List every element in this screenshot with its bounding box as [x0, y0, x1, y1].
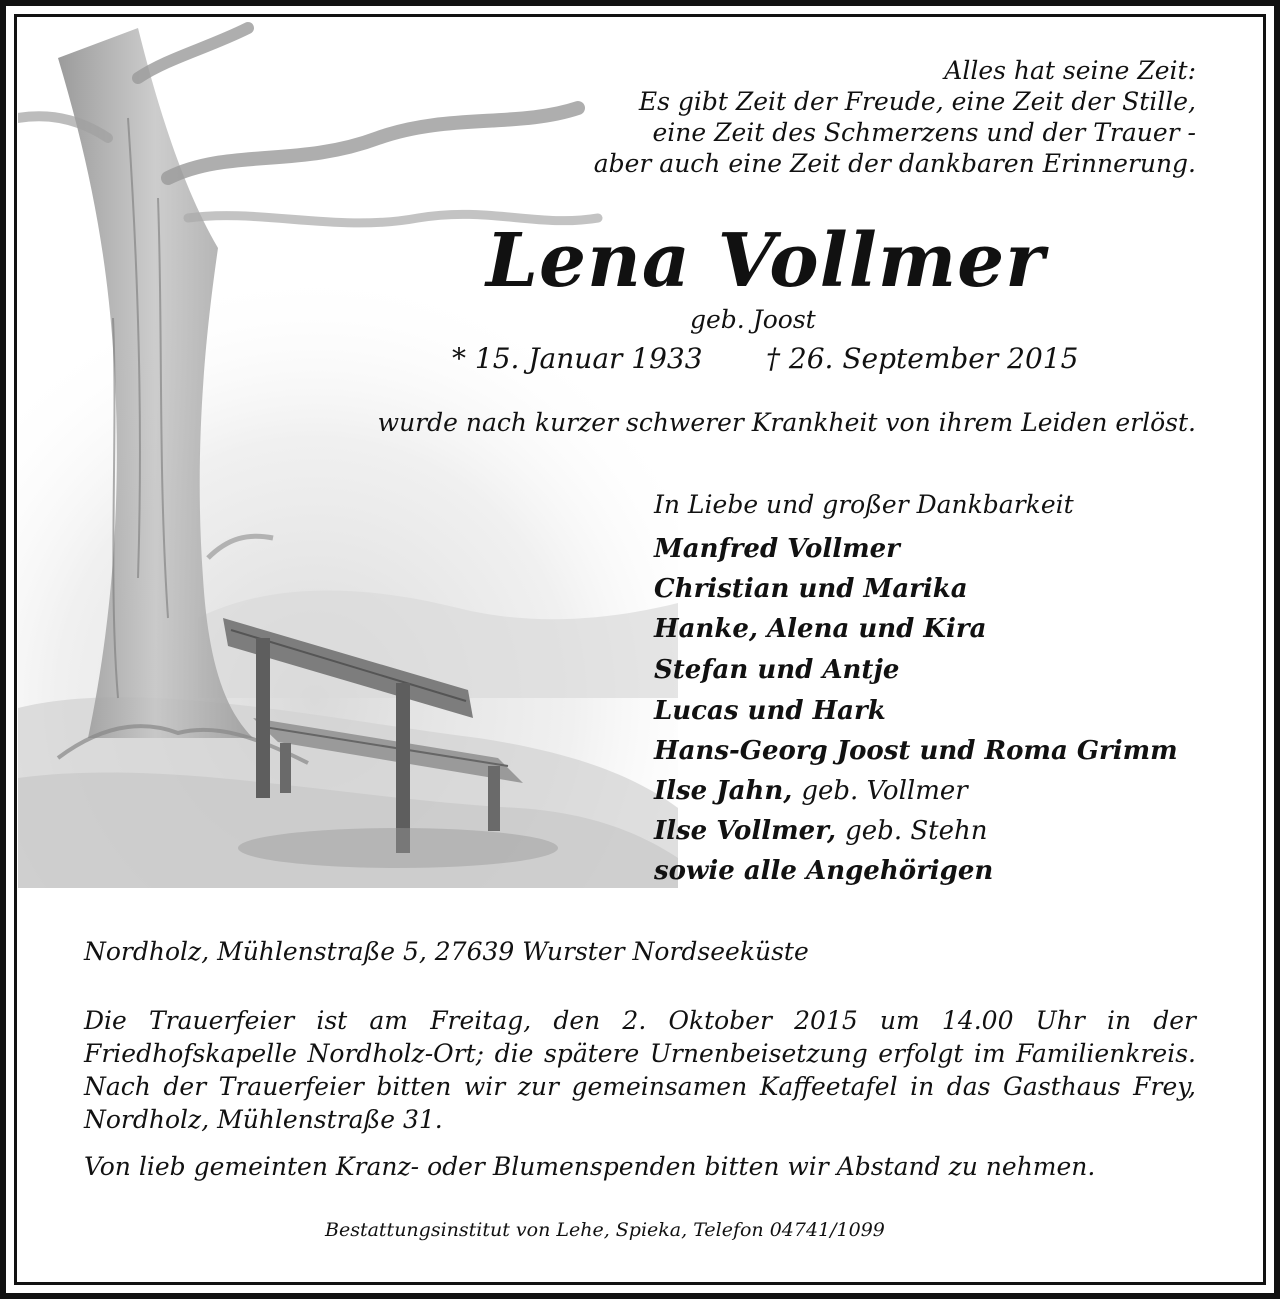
mourner-entry: [654, 776, 968, 806]
quote-line: Es gibt Zeit der Freude, eine Zeit der Stille,: [638, 87, 1196, 116]
mourner-name: Lucas und Hark: [654, 696, 886, 726]
ceremony-text: Die Trauerfeier ist am Freitag, den 2. Oktober 2015 um 14.00 Uhr in der Friedhofskapelle Nordholz-Ort; die spätere Urnenbeisetzung erfolgt im Familienkreis. Nach der Trauerfeier bitten wir zur gemeinsamen Kaffeetafel in das Gasthaus Frey, Nordholz, Mühlenstraße 31.: [84, 1006, 1196, 1134]
mourner-birth-name: geb. Stehn: [845, 816, 988, 846]
undertaker-info: Bestattungsinstitut von Lehe, Spieka, Telefon 04741/1099: [325, 1219, 885, 1241]
mourner-name: Hanke, Alena und Kira: [654, 614, 987, 644]
mourner-birth-name: geb. Vollmer: [801, 776, 968, 806]
quote-line: aber auch eine Zeit der dankbaren Erinnerung.: [593, 149, 1196, 178]
address: Nordholz, Mühlenstraße 5, 27639 Wurster Nordseeküste: [84, 937, 809, 966]
mourner-name: Christian und Marika: [654, 574, 968, 604]
death-date: † 26. September 2015: [766, 342, 1079, 375]
mourner-name: Stefan und Antje: [654, 655, 900, 685]
mourner-name: Manfred Vollmer: [654, 534, 900, 564]
mourner-entry: [654, 816, 987, 846]
quote-line: Alles hat seine Zeit:: [944, 56, 1196, 85]
mourners-closing: sowie alle Angehörigen: [654, 856, 994, 886]
tree-bench-illustration: [18, 18, 678, 888]
announcement-text: wurde nach kurzer schwerer Krankheit von ihrem Leiden erlöst.: [377, 408, 1196, 437]
birth-date: * 15. Januar 1933: [452, 342, 703, 375]
mourner-name: Hans-Georg Joost und Roma Grimm: [654, 736, 1178, 766]
deceased-name: Lena Vollmer: [486, 218, 1046, 304]
mourner-name: Ilse Jahn,: [654, 776, 793, 806]
mourners-intro: In Liebe und großer Dankbarkeit: [654, 490, 1074, 519]
quote-line: eine Zeit des Schmerzens und der Trauer -: [652, 118, 1196, 147]
flower-request: Von lieb gemeinten Kranz- oder Blumenspenden bitten wir Abstand zu nehmen.: [84, 1152, 1096, 1181]
mourner-name: Ilse Vollmer,: [654, 816, 837, 846]
birth-name: geb. Joost: [690, 305, 816, 334]
